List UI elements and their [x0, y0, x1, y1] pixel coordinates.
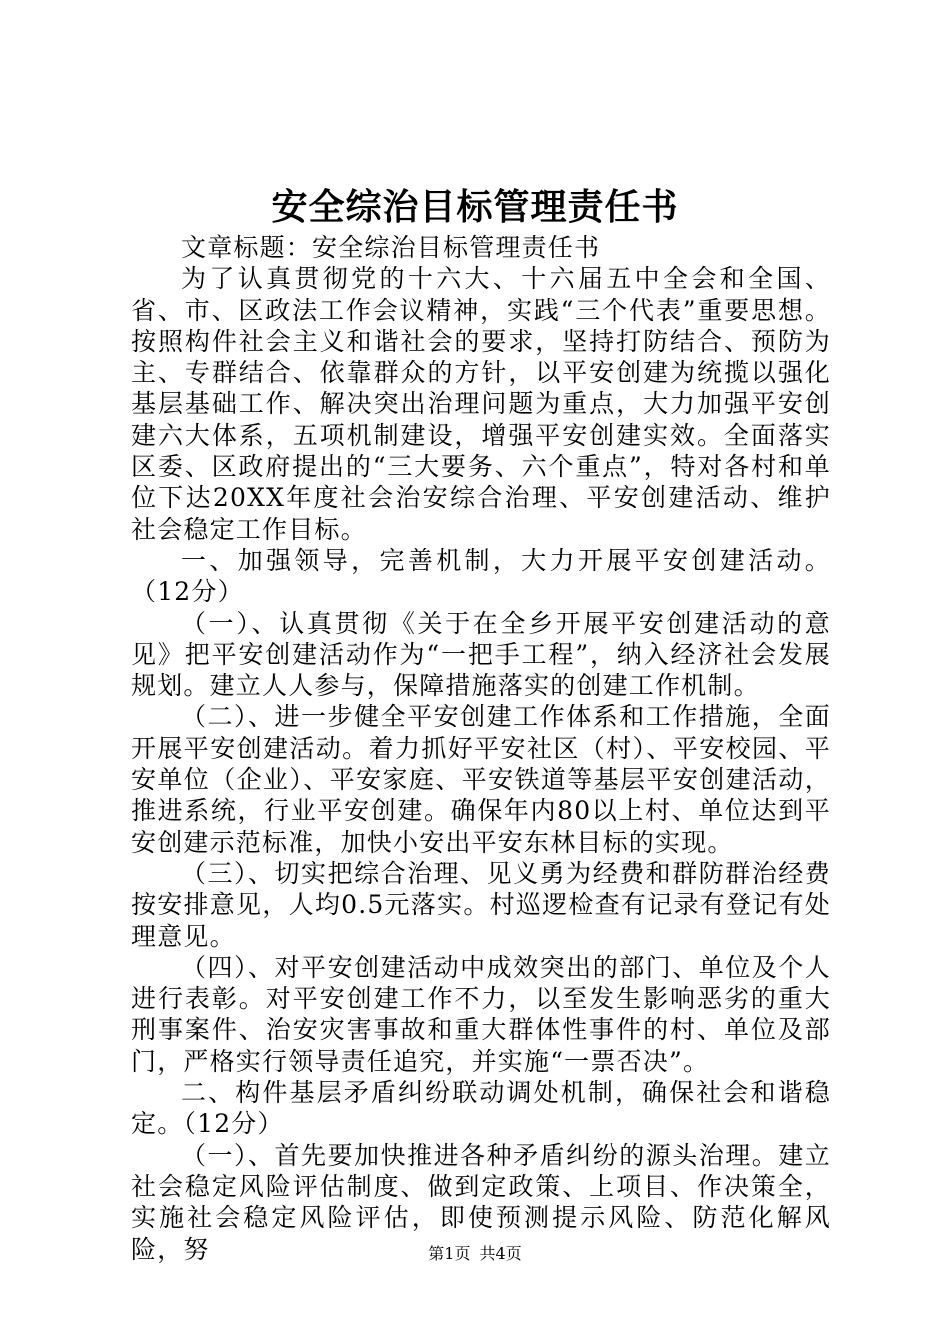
intro-paragraph: 为了认真贯彻党的十六大、十六届五中全会和全国、省、市、区政法工作会议精神，实践“三个代表”重要思想。按照构件社会主义和谐社会的要求，坚持打防结合、预防为主、专群结合、依靠群众的方针，以平安创建为统揽以强化基层基础工作、解决突出治理问题为重点，大力加强平安创建六大体系，五项机制建设，增强平安创建实效。全面落实区委、区政府提出的“三大要务、六个重点”，特对各村和单位下达20XX年度社会治安综合治理、平安创建活动、维护社会稳定工作目标。 — [131, 264, 831, 544]
page-number: 第1页 — [428, 1244, 471, 1263]
page-footer — [0, 1243, 950, 1265]
section-one-heading: 一、加强领导，完善机制，大力开展平安创建活动。（12分） — [131, 545, 831, 607]
section-one-item-4: （四）、对平安创建活动中成效突出的部门、单位及个人进行表彰。对平安创建工作不力，以至发生影响恶劣的重大刑事案件、治安灾害事故和重大群体性事件的村、单位及部门，严格实行领导责任追究，并实施“一票否决”。 — [131, 952, 831, 1076]
section-one-item-2: （二）、进一步健全平安创建工作体系和工作措施，全面开展平安创建活动。着力抓好平安社区（村）、平安校园、平安单位（企业）、平安家庭、平安铁道等基层平安创建活动，推进系统，行业平安创建。确保年内80以上村、单位达到平安创建示范标准，加快小安出平安东林目标的实现。 — [131, 702, 831, 857]
article-title-line: 文章标题：安全综治目标管理责任书 — [181, 233, 601, 262]
page-total: 共4页 — [479, 1244, 522, 1263]
section-two-heading: 二、构件基层矛盾纠纷联动调处机制，确保社会和谐稳定。（12分） — [131, 1078, 831, 1139]
section-one-item-1: （一）、认真贯彻《关于在全乡开展平安创建活动的意见》把平安创建活动作为“一把手工程”，纳入经济社会发展规划。建立人人参与，保障措施落实的创建工作机制。 — [131, 608, 831, 701]
document-body — [131, 232, 831, 1265]
section-one-item-3: （三）、切实把综合治理、见义勇为经费和群防群治经费按安排意见，人均0.5元落实。村巡逻检查有记录有登记有处理意见。 — [131, 858, 831, 951]
document-title: 安全综治目标管理责任书 — [271, 186, 679, 228]
section-two-item-1: （一）、首先要加快推进各种矛盾纠纷的源头治理。建立社会稳定风险评估制度、做到定政策、上项目、作决策全，实施社会稳定风险评估，即使预测提示风险、防范化解风险，努 — [131, 1140, 831, 1264]
